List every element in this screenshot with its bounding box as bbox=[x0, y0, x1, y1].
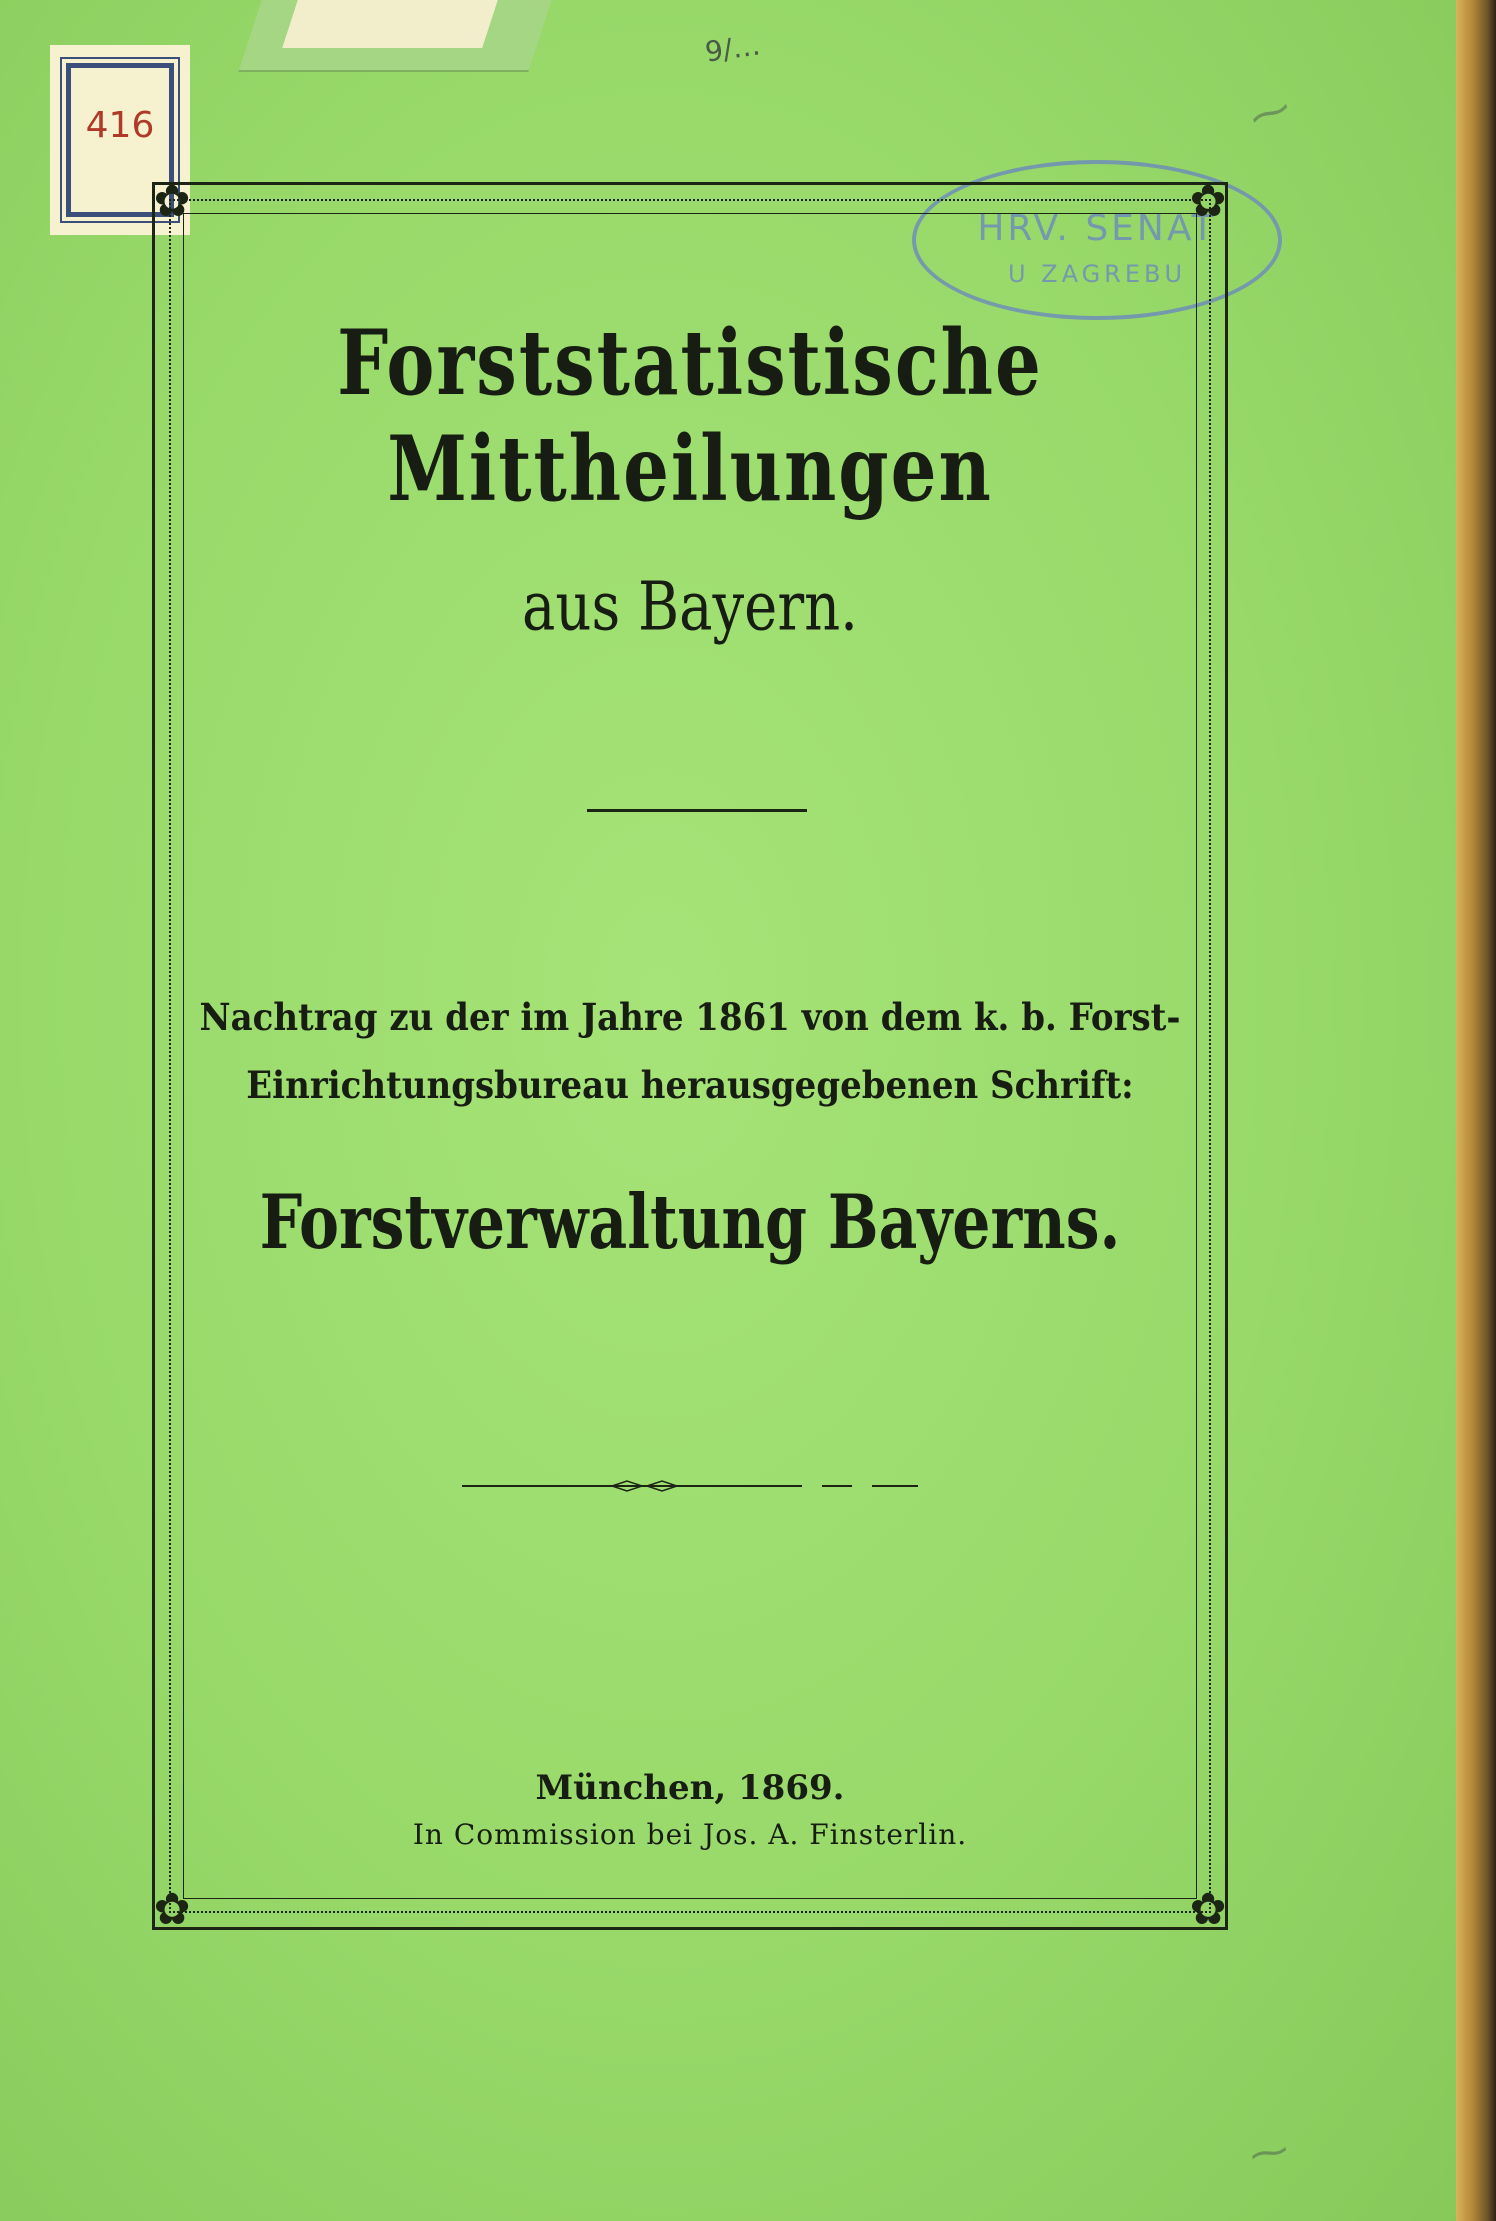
corner-ornament-icon: ✿ bbox=[1189, 176, 1227, 227]
cover-title: Forststatistische Mittheilungen bbox=[337, 308, 1043, 522]
divider-rule bbox=[587, 809, 807, 812]
description-line-2: Einrichtungsbureau herausgegebenen Schrift: bbox=[246, 1064, 1134, 1109]
page-edge bbox=[1456, 0, 1496, 2221]
corner-ornament-icon: ✿ bbox=[1189, 1884, 1227, 1935]
stamp-line-1: HRV. SENAT bbox=[977, 208, 1217, 249]
imprint-publisher: In Commission bei Jos. A. Finsterlin. bbox=[412, 1818, 968, 1851]
handwritten-note: 9/… bbox=[702, 28, 763, 69]
corner-ornament-icon: ✿ bbox=[153, 1884, 191, 1935]
ornamental-divider-icon bbox=[462, 1480, 918, 1492]
cover-description bbox=[190, 984, 1190, 1120]
library-label-number: 416 bbox=[85, 105, 155, 146]
cover-subtitle: aus Bayern. bbox=[522, 568, 858, 647]
pencil-mark: ⁓ bbox=[1246, 2127, 1292, 2177]
description-line-1: Nachtrag zu der im Jahre 1861 von dem k. b. Forst- bbox=[199, 995, 1181, 1040]
stamp-line-2: U ZAGREBU bbox=[1007, 260, 1187, 288]
torn-corner-paper bbox=[282, 0, 498, 48]
imprint-place-year: München, 1869. bbox=[535, 1768, 845, 1808]
series-title: Forstverwaltung Bayerns. bbox=[259, 1179, 1121, 1267]
pencil-mark: ⁓ bbox=[1243, 84, 1297, 142]
corner-ornament-icon: ✿ bbox=[153, 176, 191, 227]
